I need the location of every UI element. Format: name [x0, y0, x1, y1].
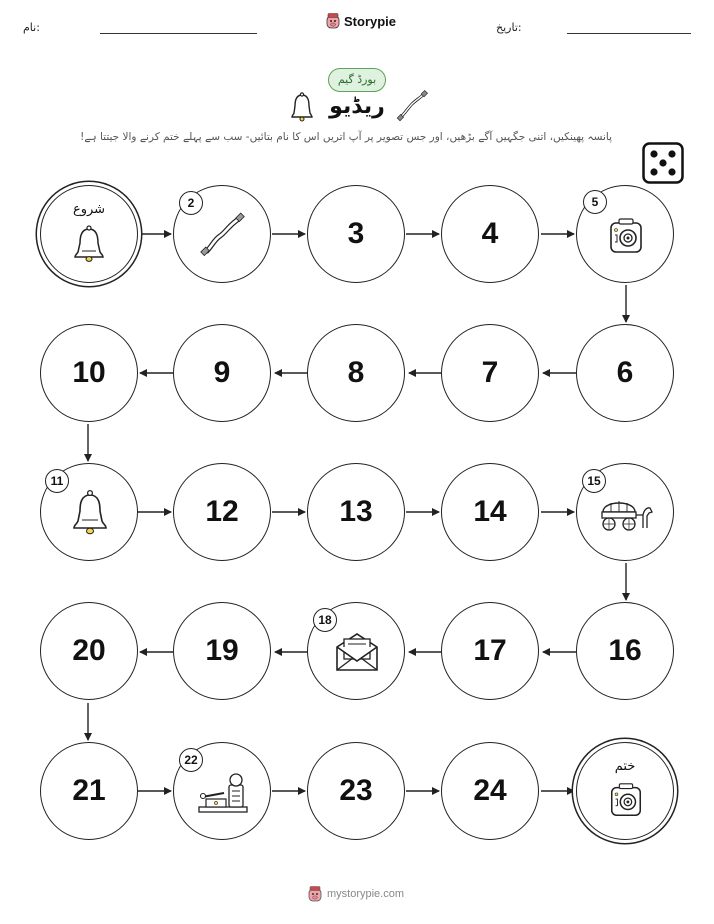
- board-cell-17[interactable]: 17: [441, 602, 539, 700]
- board-cell-finish[interactable]: [576, 742, 674, 840]
- cell-number-tag: 5: [583, 190, 607, 214]
- board-cell-10[interactable]: 10: [40, 324, 138, 422]
- pig-mascot-icon: [308, 886, 322, 902]
- board-cell-21[interactable]: 21: [40, 742, 138, 840]
- cell-number-tag: 18: [313, 608, 337, 632]
- board-cell-23[interactable]: 23: [307, 742, 405, 840]
- cell-number-tag: 2: [179, 191, 203, 215]
- board-cell-24[interactable]: 24: [441, 742, 539, 840]
- speaker-icon: [607, 781, 645, 819]
- board-cell-7[interactable]: 7: [441, 324, 539, 422]
- board-cell-13[interactable]: 13: [307, 463, 405, 561]
- board-cell-14[interactable]: 14: [441, 463, 539, 561]
- page-title: ریڈیو: [329, 94, 385, 119]
- finish-label: ختم: [614, 759, 636, 774]
- wagon-icon: [599, 494, 655, 534]
- telegraph-icon: [196, 771, 250, 815]
- bell-icon: [67, 488, 113, 538]
- game-badge: بورڈ گیم: [328, 68, 386, 92]
- brand-name: Storypie: [344, 13, 397, 29]
- board-cell-12[interactable]: 12: [173, 463, 271, 561]
- cell-number-tag: 15: [582, 469, 606, 493]
- bell-icon: [69, 224, 109, 264]
- date-label: تاریخ:: [496, 21, 522, 34]
- board-cell-16[interactable]: 16: [576, 602, 674, 700]
- board-cell-8[interactable]: 8: [307, 324, 405, 422]
- instructions-text: پانسہ پھینکیں، اتنی جگہیں آگے بڑھیں، اور جس تصویر پر آپ اتریں اس کا نام بتائیں- سب سے پہلے ختم کرنے والا جیتتا ہے!: [80, 131, 612, 143]
- start-label: شروع: [72, 202, 106, 217]
- speaker-icon: [606, 216, 646, 256]
- board-cell-3[interactable]: 3: [307, 185, 405, 283]
- footer-url[interactable]: mystorypie.com: [327, 888, 405, 900]
- board-cell-9[interactable]: 9: [173, 324, 271, 422]
- board-cell-6[interactable]: 6: [576, 324, 674, 422]
- cell-number-tag: 22: [179, 748, 203, 772]
- board-cell-19[interactable]: 19: [173, 602, 271, 700]
- board-cell-start[interactable]: [40, 185, 138, 283]
- envelope-icon: [334, 631, 380, 673]
- board-cell-4[interactable]: 4: [441, 185, 539, 283]
- name-label: نام:: [23, 21, 40, 34]
- footer: [308, 886, 404, 902]
- board-cell-20[interactable]: 20: [40, 602, 138, 700]
- cell-number-tag: 11: [45, 469, 69, 493]
- cable-icon: [198, 210, 248, 260]
